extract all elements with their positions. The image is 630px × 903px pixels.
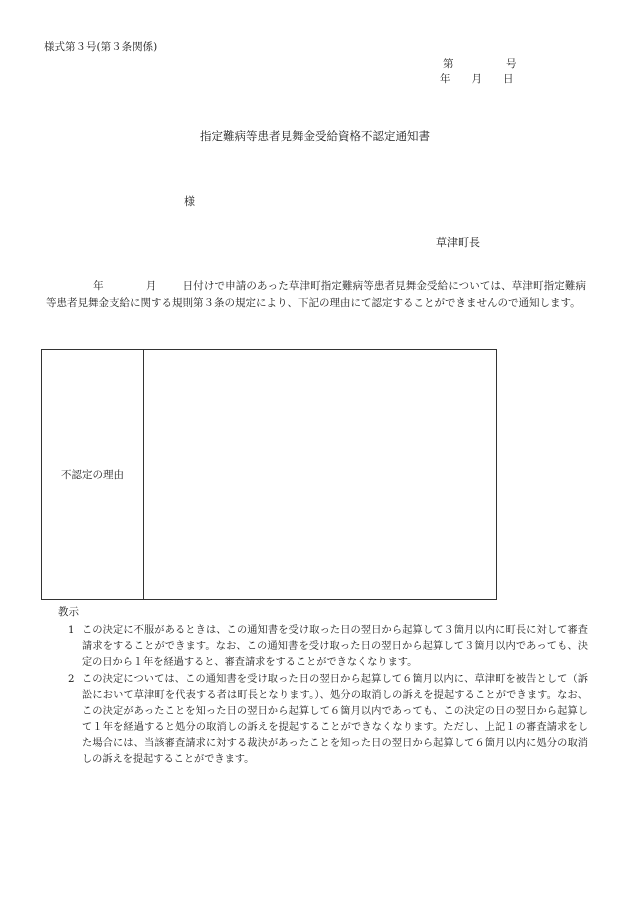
reason-value-cell xyxy=(144,350,496,599)
issuer-name: 草津町長 xyxy=(436,236,480,249)
body-year: 年 xyxy=(93,280,104,292)
instruction-text: この決定については、この通知書を受け取った日の翌日から起算して６箇月以内に、草津町を被告として（訴訟において草津町を代表する者は町長となります。）、処分の取消しの訴えを提起することができます。なお、この決定があったことを知った日の翌日から起算して６箇月以内であっても、この決定の日の翌日から起算して１年を経過すると処分の取消しの訴えを提起することができなくなります。ただし、上記１の審査請求をした場合には、当該審査請求に対する裁決があったことを知った日の翌日から起算して６箇月以内に処分の取消しの訴えを提起することができます。 xyxy=(82,674,588,765)
body-text: 日付けで申請のあった草津町指定難病等患者見舞金受給については、草津町指定難病等患者見舞金支給に関する規則第３条の規定により、下記の理由にて認定することができませんので通知します。 xyxy=(46,280,587,309)
reason-table xyxy=(41,349,497,600)
instruction-number: 2 xyxy=(68,674,75,685)
document-title: 指定難病等患者見舞金受給資格不認定通知書 xyxy=(200,129,430,143)
form-number: 様式第３号(第３条関係) xyxy=(44,41,158,53)
addressee-honorific: 様 xyxy=(184,195,195,208)
issue-date-line: 年 月 日 xyxy=(440,73,514,85)
document-number-line: 第 号 xyxy=(443,58,517,70)
instruction-text: この決定に不服があるときは、この通知書を受け取った日の翌日から起算して３箇月以内に町長に対して審査請求をすることができます。なお、この通知書を受け取った日の翌日から起算して３箇月以内であっても、決定の日から１年を経過すると、審査請求をすることができなくなります。 xyxy=(82,625,588,668)
instruction-item xyxy=(68,672,588,768)
instruction-number: 1 xyxy=(68,625,75,636)
instructions-heading: 教示 xyxy=(58,606,79,618)
body-month: 月 xyxy=(145,280,157,292)
reason-label-cell xyxy=(42,350,144,599)
instruction-item xyxy=(68,623,588,671)
body-paragraph xyxy=(46,278,586,312)
reason-label: 不認定の理由 xyxy=(61,469,124,481)
